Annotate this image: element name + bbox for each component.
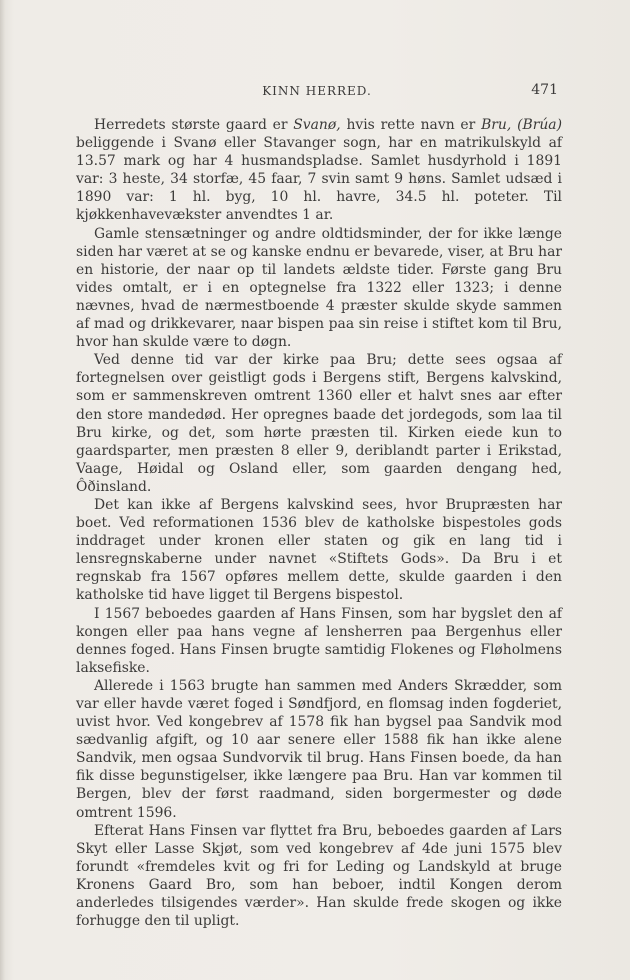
- italic-brua: (Brúa): [517, 117, 562, 133]
- paragraph-5: I 1567 beboedes gaarden af Hans Finsen, som har bygslet den af kongen eller paa hans vegne af lensherren paa Bergenhus eller dennes foged. Hans Finsen brugte samtidig Flokenes og Fløholmens laksefiske.: [76, 605, 562, 676]
- paragraph-3: Ved denne tid var der kirke paa Bru; dette sees ogsaa af fortegnelsen over geistligt gods i Bergens stift, Bergens kalvskind, som er sammenskreven omtrent 1360 eller et halvt snes aar efter den store mandedød. Her opregnes baade det jordegods, som laa til Bru kirke, og det, som hørte præsten til. Kirken eiede kun to gaardsparter, men præsten 8 eller 9, deriblandt parter i Erikstad, Vaage, Høidal og Osland eller, som gaarden dengang hed, Ôðinsland.: [76, 352, 562, 495]
- page-number: 471: [531, 82, 558, 98]
- paragraph-1-text-a: Herredets største gaard er: [94, 117, 294, 133]
- paragraph-2: Gamle stensætninger og andre oldtidsminder, der for ikke længe siden har været at se og kanske endnu er bevarede, viser, at Bru har en historie, der naar op til landets ældste tider. Første gang Bru vides omtalt, er i en optegnelse fra 1322 eller 1323; i denne nævnes, hvad de nærmestboende 4 præster skulde skyde sammen af mad og drikkevarer, naar bispen paa sin reise i stiftet kom til Bru, hvor han skulde være to døgn.: [76, 225, 562, 351]
- paragraph-1-text-b: hvis rette navn er: [340, 117, 482, 133]
- italic-svano: Svanø,: [293, 117, 341, 133]
- italic-bru: Bru,: [481, 117, 512, 133]
- paragraph-6: Allerede i 1563 brugte han sammen med Anders Skrædder, som var eller havde været foged i Søndfjord, en flomsag inden fogderiet, uvist hvor. Ved kongebrev af 1578 fik han bygsel paa Sandvik mod sædvanlig afgift, og 10 aar senere eller 1588 fik han ikke alene Sandvik, men ogsaa Sundvorvik til brug. Hans Finsen boede, da han fik disse begunstigelser, ikke længere paa Bru. Han var kommen til Bergen, blev der først raadmand, siden borgermester og døde omtrent 1596.: [76, 677, 562, 821]
- body-text: [76, 116, 562, 930]
- chapter-title: KINN HERRED.: [262, 84, 372, 98]
- paragraph-1: [76, 116, 562, 225]
- running-header: [76, 82, 558, 102]
- paragraph-4: Det kan ikke af Bergens kalvskind sees, hvor Brupræsten har boet. Ved reformationen 1536 blev de katholske bispestoles gods inddraget under kronen eller staten og gik en lang tid i lensregnskaberne under navnet «Stiftets Gods». Da Bru i et regnskab fra 1567 opføres mellem dette, skulde gaarden i den katholske tid have ligget til Bergens bispestol.: [76, 496, 562, 604]
- page-binding-edge: [0, 0, 5, 980]
- paragraph-7: Efterat Hans Finsen var flyttet fra Bru, beboedes gaarden af Lars Skyt eller Lasse Skjøt, som ved kongebrev af 4de juni 1575 blev forundt «fremdeles kvit og fri for Leding og Landskyld at bruge Kronens Gaard Bro, som han beboer, indtil Kongen derom anderledes tilsigendes værder». Han skulde frede skogen og ikke forhugge den til upligt.: [76, 822, 562, 930]
- paragraph-1-text-c: beliggende i Svanø eller Stavanger sogn, har en matrikulskyld af 13.57 mark og har 4 husmandspladse. Samlet husdyrhold i 1891 var: 3 heste, 34 storfæ, 45 faar, 7 svin samt 9 høns. Samlet udsæd i 1890 var: 1 hl. byg, 10 hl. havre, 34.5 hl. poteter. Til kjøkkenhavevækster anvendtes 1 ar.: [76, 135, 562, 224]
